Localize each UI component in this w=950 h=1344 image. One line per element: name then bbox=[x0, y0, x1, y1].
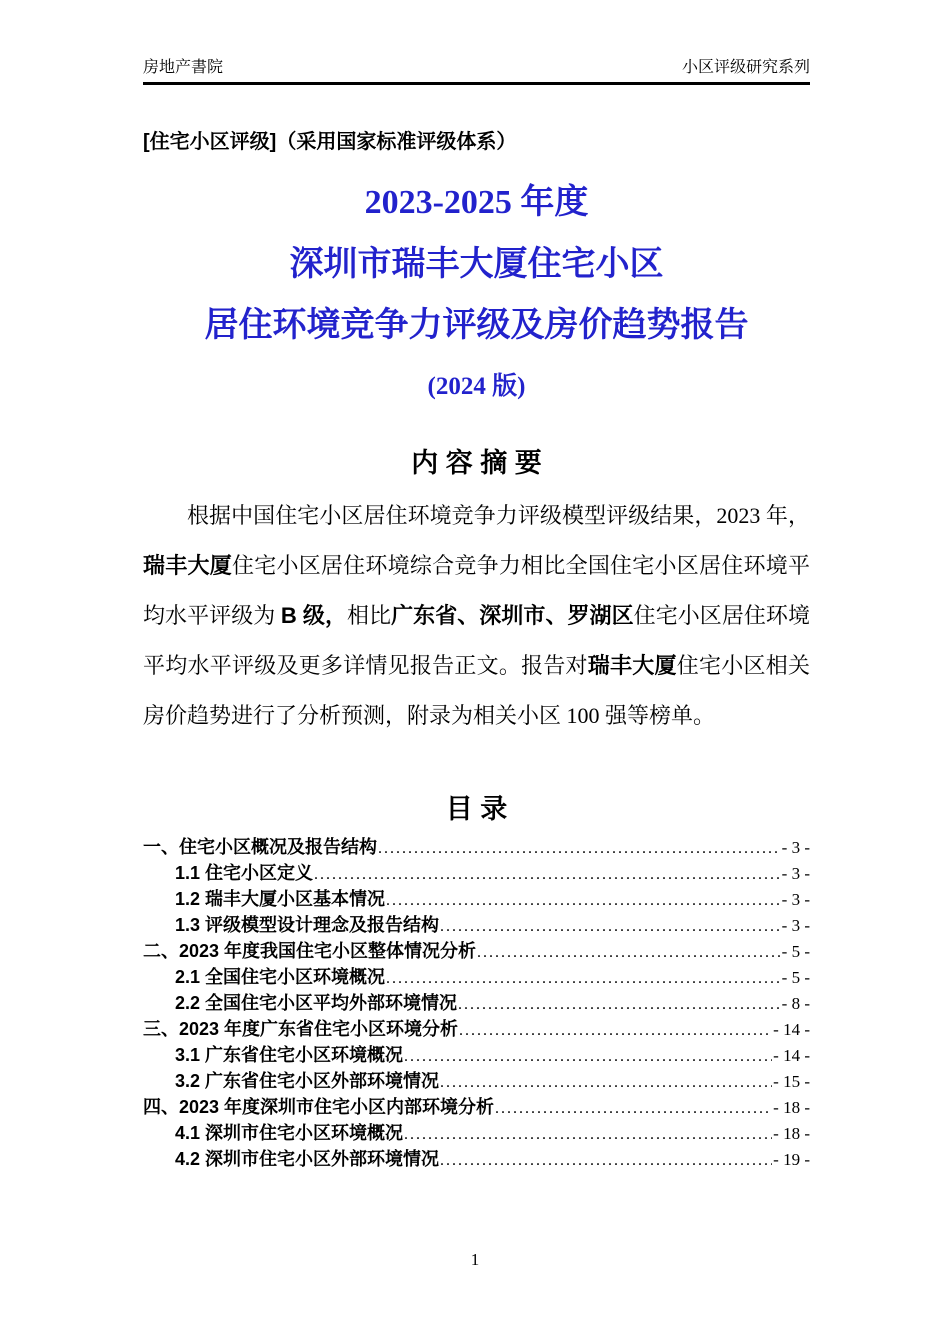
page-header bbox=[143, 58, 810, 85]
toc-item-page: - 14 - bbox=[773, 1019, 810, 1039]
page-number: 1 bbox=[470, 1250, 480, 1269]
toc-item bbox=[143, 1042, 810, 1068]
toc-item-page: - 15 - bbox=[773, 1071, 810, 1091]
report-title-block bbox=[143, 186, 810, 399]
toc-item-page: - 5 - bbox=[781, 967, 810, 987]
toc-item-label: 2.2 全国住宅小区平均外部环境情况 bbox=[175, 992, 458, 1013]
toc-item-label: 一、住宅小区概况及报告结构 bbox=[143, 836, 377, 857]
toc-item-label: 1.2 瑞丰大厦小区基本情况 bbox=[175, 888, 386, 909]
toc-item-label: 三、2023 年度广东省住宅小区环境分析 bbox=[143, 1018, 459, 1039]
toc-item-label: 4.1 深圳市住宅小区环境概况 bbox=[175, 1122, 404, 1143]
toc-leader-dots bbox=[440, 1148, 772, 1174]
toc-item-page: - 5 - bbox=[781, 941, 810, 961]
rating-system-note: [住宅小区评级]（采用国家标准评级体系） bbox=[143, 131, 517, 154]
summary-paragraph: 根据中国住宅小区居住环境竞争力评级模型评级结果，2023 年，瑞丰大厦住宅小区居住环境综合竞争力相比全国住宅小区居住环境平均水平评级为 B 级，相比广东省、深圳市、罗湖区住宅小区居住环境平均水平评级及更多详情见报告正文。报告对瑞丰大厦住宅小区相关房价趋势进行了分析预测，附录为相关小区 100 强等榜单。 bbox=[143, 502, 810, 728]
toc-leader-dots bbox=[404, 1122, 772, 1148]
toc-item-label: 4.2 深圳市住宅小区外部环境情况 bbox=[175, 1148, 440, 1169]
toc-item bbox=[143, 1120, 810, 1146]
toc-leader-dots bbox=[404, 1044, 772, 1070]
toc-leader-dots bbox=[386, 888, 781, 914]
toc-item-page: - 19 - bbox=[773, 1149, 810, 1169]
toc-item bbox=[143, 990, 810, 1016]
toc-item-label: 3.2 广东省住宅小区外部环境情况 bbox=[175, 1070, 440, 1091]
header-left-text: 房地产書院 bbox=[143, 59, 224, 76]
toc-item-page: - 8 - bbox=[781, 993, 810, 1013]
toc-leader-dots bbox=[495, 1096, 772, 1122]
toc-item bbox=[143, 1094, 810, 1120]
report-title-line-2: 深圳市瑞丰大厦住宅小区 bbox=[289, 246, 664, 284]
toc-item bbox=[143, 1016, 810, 1042]
header-right-text: 小区评级研究系列 bbox=[681, 59, 810, 76]
toc-leader-dots bbox=[314, 862, 781, 888]
toc-leader-dots bbox=[386, 966, 781, 992]
toc-item-label: 1.3 评级模型设计理念及报告结构 bbox=[175, 914, 440, 935]
toc-item bbox=[143, 964, 810, 990]
toc-item-label: 1.1 住宅小区定义 bbox=[175, 862, 314, 883]
toc-item-label: 四、2023 年度深圳市住宅小区内部环境分析 bbox=[143, 1096, 495, 1117]
report-title-line-1: 2023-2025 年度 bbox=[364, 184, 589, 222]
toc-item bbox=[143, 938, 810, 964]
toc-item-page: - 18 - bbox=[773, 1097, 810, 1117]
toc-item bbox=[143, 886, 810, 912]
toc-item-page: - 14 - bbox=[773, 1045, 810, 1065]
toc-item-label: 3.1 广东省住宅小区环境概况 bbox=[175, 1044, 404, 1065]
report-title-line-3: 居住环境竞争力评级及房价趋势报告 bbox=[204, 307, 749, 345]
summary-heading: 内 容 摘 要 bbox=[411, 448, 542, 479]
toc-item-page: - 3 - bbox=[781, 915, 810, 935]
toc-list bbox=[143, 834, 810, 1172]
toc-item-page: - 3 - bbox=[781, 837, 810, 857]
toc-leader-dots bbox=[440, 914, 781, 940]
toc-item-page: - 3 - bbox=[781, 889, 810, 909]
toc-leader-dots bbox=[477, 940, 781, 966]
toc-item bbox=[143, 1146, 810, 1172]
report-title-edition: (2024 版) bbox=[427, 373, 526, 401]
toc-leader-dots bbox=[440, 1070, 772, 1096]
toc-item bbox=[143, 860, 810, 886]
toc-leader-dots bbox=[378, 836, 781, 862]
toc-item bbox=[143, 912, 810, 938]
toc-leader-dots bbox=[458, 992, 781, 1018]
toc-item-page: - 18 - bbox=[773, 1123, 810, 1143]
toc-item-page: - 3 - bbox=[781, 863, 810, 883]
toc-item bbox=[143, 834, 810, 860]
toc-item-label: 二、2023 年度我国住宅小区整体情况分析 bbox=[143, 940, 477, 961]
toc-heading: 目 录 bbox=[445, 793, 508, 824]
toc-item-label: 2.1 全国住宅小区环境概况 bbox=[175, 966, 386, 987]
toc-item bbox=[143, 1068, 810, 1094]
toc-leader-dots bbox=[459, 1018, 772, 1044]
